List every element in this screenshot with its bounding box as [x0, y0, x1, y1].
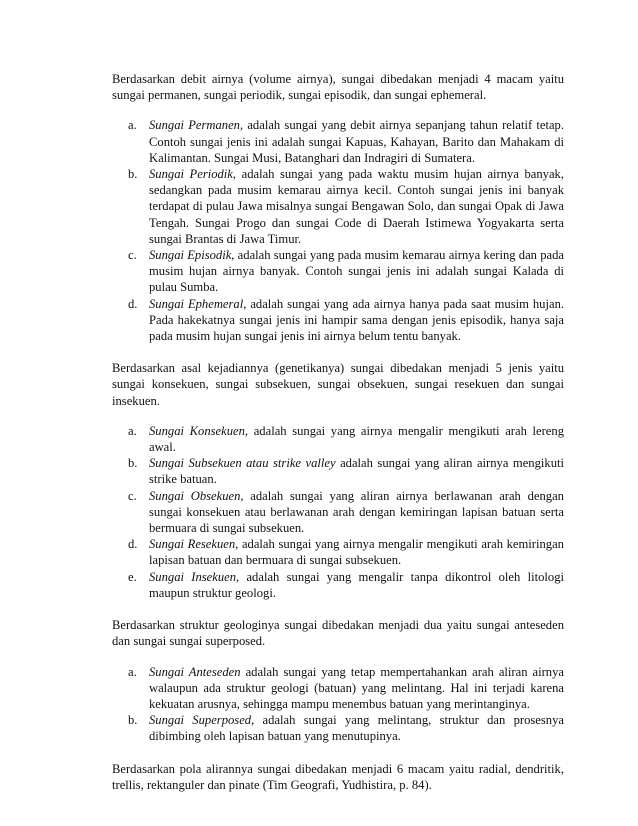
list-marker: d. — [128, 537, 138, 552]
list-term: Sungai Ephemeral — [149, 296, 244, 311]
list-term: Sungai Resekuen — [149, 537, 236, 552]
list-text: adalah sungai yang tetap mempertahankan arah aliran airnya walaupun ada struktur geologi (batuan) yang melintang. Hal ini terjadi karena kekuatan arusnya, sehingga mampu menembus batuan yang merintanginya. — [149, 664, 564, 711]
list-debit — [112, 117, 564, 344]
list-term: Sungai Insekuen — [149, 569, 237, 584]
list-term: Sungai Episodik — [149, 248, 232, 263]
list-term: Sungai Superposed — [149, 713, 252, 728]
list-item — [112, 536, 564, 568]
list-genetika — [112, 423, 564, 601]
list-text: , adalah sungai yang airnya mengalir mengikuti arah kemiringan lapisan batuan dan bermuara di sungai subsekuen. — [149, 537, 564, 568]
list-marker: c. — [128, 248, 137, 263]
list-text: , adalah sungai yang mengalir tanpa dikontrol oleh litologi maupun struktur geologi. — [149, 569, 564, 600]
list-term: Sungai Obsekuen — [149, 488, 241, 503]
section-intro-struktur: Berdasarkan struktur geologinya sungai dibedakan menjadi dua yaitu sungai anteseden dan sungai sungai superposed. — [112, 618, 564, 649]
list-text: , adalah sungai yang melintang, struktur dan prosesnya dibimbing oleh lapisan batuan yang menutupinya. — [149, 713, 564, 744]
list-text: adalah sungai yang aliran airnya mengikuti strike batuan. — [149, 456, 564, 487]
list-marker: a. — [128, 423, 137, 438]
list-marker: d. — [128, 296, 138, 311]
list-marker: a. — [128, 664, 137, 679]
list-item — [112, 247, 564, 296]
list-item — [112, 166, 564, 247]
list-text: , adalah sungai yang pada waktu musim hujan airnya banyak, sedangkan pada musim kemarau airnya kecil. Contoh sungai jenis ini banyak terdapat di pulau Jawa misalnya sungai Bengawan Solo, dan sungai Opak di Jawa Tengah. Sungai Progo dan sungai Code di Daerah Istimewa Yogyakarta serta sungai Brantas di Jawa Timur. — [149, 167, 564, 246]
section-intro-debit: Berdasarkan debit airnya (volume airnya), sungai dibedakan menjadi 4 macam yaitu sungai permanen, sungai periodik, sungai episodik, dan sungai ephemeral. — [112, 72, 564, 103]
list-marker: b. — [128, 713, 138, 728]
list-item — [112, 569, 564, 601]
list-struktur — [112, 664, 564, 745]
list-item — [112, 423, 564, 455]
list-item — [112, 712, 564, 744]
list-marker: c. — [128, 488, 137, 503]
list-term: Sungai Periodik — [149, 167, 233, 182]
list-term: Sungai Subsekuen atau strike valley — [149, 456, 336, 471]
list-term: Sungai Konsekuen — [149, 423, 245, 438]
list-text: , adalah sungai yang pada musim kemarau airnya kering dan pada musim hujan airnya banyak. Contoh sungai jenis ini adalah sungai Kalada di pulau Sumba. — [149, 248, 564, 295]
closing-paragraph: Berdasarkan pola alirannya sungai dibedakan menjadi 6 macam yaitu radial, dendritik, trellis, rektanguler dan pinate (Tim Geografi, Yudhistira, p. 84). — [112, 761, 564, 792]
list-marker: a. — [128, 118, 137, 133]
section-intro-genetika: Berdasarkan asal kejadiannya (genetikanya) sungai dibedakan menjadi 5 jenis yaitu sungai konsekuen, sungai subsekuen, sungai obsekuen, sungai resekuen dan sungai insekuen. — [112, 361, 564, 408]
list-item — [112, 455, 564, 487]
list-text: , adalah sungai yang debit airnya sepanjang tahun relatif tetap. Contoh sungai jenis ini adalah sungai Kapuas, Kahayan, Barito dan Mahakam di Kalimantan. Sungai Musi, Batanghari dan Indragiri di Sumatera. — [149, 118, 564, 165]
list-marker: b. — [128, 456, 138, 471]
document-page — [112, 71, 564, 793]
list-text: , adalah sungai yang ada airnya hanya pada saat musim hujan. Pada hakekatnya sungai jenis ini hampir sama dengan jenis episodik, hanya saja pada musim hujan sungai jenis ini airnya belum tentu banyak. — [149, 296, 565, 344]
list-text: , adalah sungai yang aliran airnya berlawanan arah dengan sungai konsekuen atau berlawanan arah dengan kemiringan lapisan batuan serta bermuara di sungai subsekuen. — [149, 488, 564, 536]
list-marker: e. — [128, 569, 137, 584]
list-term: Sungai Permanen — [149, 118, 240, 133]
list-item — [112, 117, 564, 166]
list-item — [112, 296, 564, 345]
list-text: , adalah sungai yang airnya mengalir mengikuti arah lereng awal. — [149, 423, 564, 455]
list-marker: b. — [128, 167, 138, 182]
list-term: Sungai Anteseden — [149, 664, 241, 679]
list-item — [112, 488, 564, 537]
list-item — [112, 664, 564, 713]
